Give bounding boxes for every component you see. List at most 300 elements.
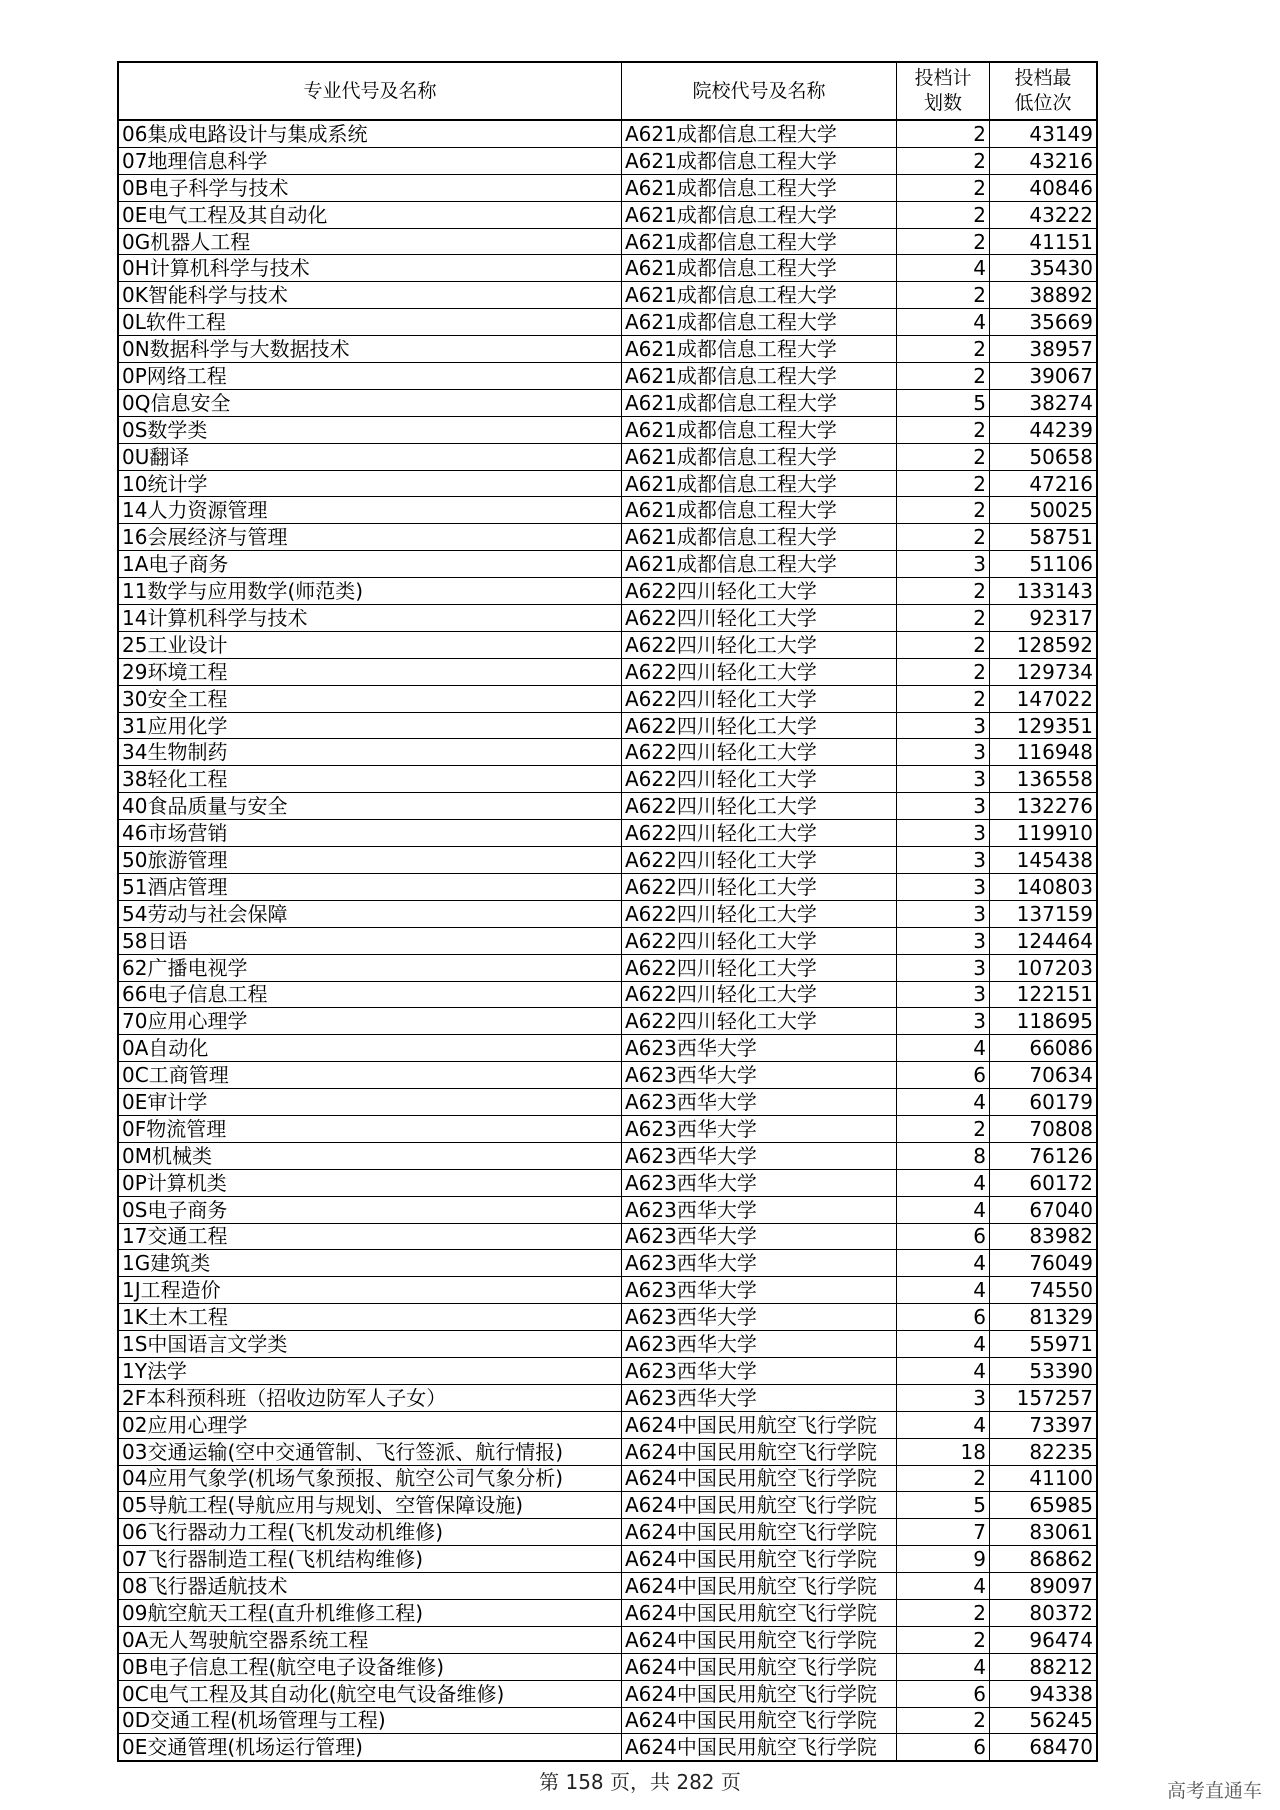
table-row [118,954,1097,981]
cell-school: A622四川轻化工大学 [622,658,897,685]
table-row [118,873,1097,900]
cell-plan: 6 [897,1304,990,1331]
cell-major: 0C工商管理 [118,1062,622,1089]
cell-rank: 50025 [990,497,1098,524]
cell-major: 0B电子信息工程(航空电子设备维修) [118,1653,622,1680]
table-row [118,336,1097,363]
cell-plan: 2 [897,1707,990,1734]
cell-plan: 3 [897,1008,990,1035]
cell-plan: 4 [897,1277,990,1304]
table-row [118,255,1097,282]
cell-major: 0A自动化 [118,1035,622,1062]
table-row [118,497,1097,524]
table-row [118,1465,1097,1492]
cell-major: 46市场营销 [118,820,622,847]
table-row [118,1411,1097,1438]
cell-plan: 4 [897,255,990,282]
cell-major: 03交通运输(空中交通管制、飞行签派、航行情报) [118,1438,622,1465]
cell-rank: 133143 [990,578,1098,605]
table-row [118,685,1097,712]
cell-rank: 132276 [990,793,1098,820]
cell-rank: 136558 [990,766,1098,793]
cell-rank: 38892 [990,282,1098,309]
cell-rank: 53390 [990,1357,1098,1384]
cell-major: 1Y法学 [118,1357,622,1384]
cell-plan: 2 [897,1599,990,1626]
cell-rank: 56245 [990,1707,1098,1734]
cell-major: 0D交通工程(机场管理与工程) [118,1707,622,1734]
cell-rank: 83982 [990,1223,1098,1250]
table-row [118,1680,1097,1707]
cell-major: 1G建筑类 [118,1250,622,1277]
cell-plan: 6 [897,1734,990,1761]
table-row [118,1357,1097,1384]
cell-rank: 129734 [990,658,1098,685]
cell-rank: 124464 [990,927,1098,954]
cell-plan: 9 [897,1546,990,1573]
table-row [118,631,1097,658]
cell-plan: 2 [897,147,990,174]
cell-school: A622四川轻化工大学 [622,605,897,632]
cell-school: A622四川轻化工大学 [622,927,897,954]
cell-major: 0H计算机科学与技术 [118,255,622,282]
cell-major: 0N数据科学与大数据技术 [118,336,622,363]
cell-plan: 4 [897,1196,990,1223]
table-body [118,120,1097,1761]
cell-plan: 4 [897,309,990,336]
cell-school: A622四川轻化工大学 [622,820,897,847]
table-row [118,766,1097,793]
cell-major: 11数学与应用数学(师范类) [118,578,622,605]
cell-plan: 2 [897,605,990,632]
cell-school: A623西华大学 [622,1304,897,1331]
page-footer: 第 158 页，共 282 页 [539,1770,741,1794]
cell-major: 14计算机科学与技术 [118,605,622,632]
cell-plan: 3 [897,1384,990,1411]
table-row [118,1115,1097,1142]
cell-plan: 4 [897,1035,990,1062]
cell-rank: 35430 [990,255,1098,282]
table-row [118,1492,1097,1519]
cell-school: A621成都信息工程大学 [622,497,897,524]
cell-school: A622四川轻化工大学 [622,1008,897,1035]
cell-major: 0Q信息安全 [118,389,622,416]
table-row [118,1707,1097,1734]
cell-plan: 2 [897,631,990,658]
cell-school: A623西华大学 [622,1115,897,1142]
cell-major: 10统计学 [118,470,622,497]
cell-plan: 2 [897,470,990,497]
cell-rank: 41100 [990,1465,1098,1492]
table-header [118,62,1097,120]
cell-rank: 67040 [990,1196,1098,1223]
cell-major: 06集成电路设计与集成系统 [118,120,622,147]
cell-major: 07地理信息科学 [118,147,622,174]
table-row [118,1169,1097,1196]
cell-school: A621成都信息工程大学 [622,201,897,228]
cell-major: 0E交通管理(机场运行管理) [118,1734,622,1761]
table-row [118,1384,1097,1411]
cell-plan: 2 [897,443,990,470]
cell-plan: 2 [897,1115,990,1142]
table-row [118,820,1097,847]
cell-plan: 18 [897,1438,990,1465]
table-row [118,1734,1097,1761]
cell-school: A623西华大学 [622,1331,897,1358]
cell-major: 0E电气工程及其自动化 [118,201,622,228]
cell-rank: 50658 [990,443,1098,470]
cell-school: A622四川轻化工大学 [622,981,897,1008]
cell-plan: 4 [897,1250,990,1277]
cell-major: 31应用化学 [118,712,622,739]
cell-school: A624中国民用航空飞行学院 [622,1546,897,1573]
cell-school: A623西华大学 [622,1384,897,1411]
table-row [118,147,1097,174]
cell-school: A623西华大学 [622,1250,897,1277]
cell-rank: 66086 [990,1035,1098,1062]
cell-rank: 107203 [990,954,1098,981]
cell-rank: 81329 [990,1304,1098,1331]
cell-plan: 3 [897,820,990,847]
cell-school: A622四川轻化工大学 [622,793,897,820]
cell-major: 0E审计学 [118,1089,622,1116]
table-row [118,309,1097,336]
table-row [118,363,1097,390]
cell-plan: 2 [897,1465,990,1492]
cell-major: 16会展经济与管理 [118,524,622,551]
table-row [118,1573,1097,1600]
cell-plan: 8 [897,1142,990,1169]
cell-plan: 6 [897,1223,990,1250]
cell-school: A624中国民用航空飞行学院 [622,1599,897,1626]
cell-rank: 83061 [990,1519,1098,1546]
table-row [118,1142,1097,1169]
table-row [118,282,1097,309]
cell-plan: 4 [897,1653,990,1680]
cell-plan: 4 [897,1573,990,1600]
cell-school: A623西华大学 [622,1357,897,1384]
cell-major: 14人力资源管理 [118,497,622,524]
cell-plan: 6 [897,1062,990,1089]
table-row [118,228,1097,255]
cell-rank: 145438 [990,847,1098,874]
cell-rank: 38274 [990,389,1098,416]
cell-rank: 128592 [990,631,1098,658]
cell-major: 0K智能科学与技术 [118,282,622,309]
cell-school: A623西华大学 [622,1089,897,1116]
cell-rank: 129351 [990,712,1098,739]
cell-plan: 7 [897,1519,990,1546]
table-row [118,1438,1097,1465]
cell-plan: 2 [897,228,990,255]
cell-rank: 70634 [990,1062,1098,1089]
cell-school: A623西华大学 [622,1277,897,1304]
cell-school: A622四川轻化工大学 [622,685,897,712]
cell-major: 0P计算机类 [118,1169,622,1196]
cell-school: A621成都信息工程大学 [622,551,897,578]
cell-plan: 5 [897,389,990,416]
cell-major: 0P网络工程 [118,363,622,390]
cell-school: A624中国民用航空飞行学院 [622,1707,897,1734]
cell-school: A621成都信息工程大学 [622,389,897,416]
cell-rank: 118695 [990,1008,1098,1035]
cell-school: A623西华大学 [622,1142,897,1169]
cell-major: 38轻化工程 [118,766,622,793]
table-row [118,174,1097,201]
cell-rank: 60172 [990,1169,1098,1196]
cell-major: 1J工程造价 [118,1277,622,1304]
cell-plan: 3 [897,847,990,874]
cell-plan: 4 [897,1411,990,1438]
cell-rank: 92317 [990,605,1098,632]
cell-major: 1K土木工程 [118,1304,622,1331]
cell-school: A623西华大学 [622,1196,897,1223]
cell-plan: 3 [897,712,990,739]
cell-school: A622四川轻化工大学 [622,739,897,766]
table-row [118,1599,1097,1626]
cell-major: 06飞行器动力工程(飞机发动机维修) [118,1519,622,1546]
cell-major: 1S中国语言文学类 [118,1331,622,1358]
cell-plan: 5 [897,1492,990,1519]
cell-school: A624中国民用航空飞行学院 [622,1492,897,1519]
table-row [118,1304,1097,1331]
cell-plan: 4 [897,1089,990,1116]
cell-rank: 47216 [990,470,1098,497]
cell-rank: 147022 [990,685,1098,712]
table-row [118,1277,1097,1304]
cell-rank: 73397 [990,1411,1098,1438]
cell-school: A624中国民用航空飞行学院 [622,1519,897,1546]
cell-school: A621成都信息工程大学 [622,336,897,363]
cell-major: 05导航工程(导航应用与规划、空管保障设施) [118,1492,622,1519]
cell-plan: 2 [897,363,990,390]
cell-major: 54劳动与社会保障 [118,900,622,927]
table-row [118,1331,1097,1358]
cell-school: A622四川轻化工大学 [622,954,897,981]
cell-school: A624中国民用航空飞行学院 [622,1734,897,1761]
cell-plan: 2 [897,201,990,228]
cell-school: A621成都信息工程大学 [622,309,897,336]
cell-major: 0U翻译 [118,443,622,470]
cell-plan: 2 [897,578,990,605]
cell-major: 08飞行器适航技术 [118,1573,622,1600]
cell-rank: 116948 [990,739,1098,766]
cell-major: 0S数学类 [118,416,622,443]
cell-rank: 119910 [990,820,1098,847]
cell-major: 17交通工程 [118,1223,622,1250]
cell-school: A621成都信息工程大学 [622,470,897,497]
cell-rank: 58751 [990,524,1098,551]
cell-plan: 2 [897,282,990,309]
table-row [118,1196,1097,1223]
table-row [118,1089,1097,1116]
table-row [118,927,1097,954]
cell-school: A624中国民用航空飞行学院 [622,1653,897,1680]
cell-school: A624中国民用航空飞行学院 [622,1465,897,1492]
table-row [118,1062,1097,1089]
cell-major: 29环境工程 [118,658,622,685]
cell-school: A622四川轻化工大学 [622,847,897,874]
cell-rank: 94338 [990,1680,1098,1707]
header-school: 院校代号及名称 [622,62,897,120]
cell-school: A624中国民用航空飞行学院 [622,1573,897,1600]
cell-rank: 68470 [990,1734,1098,1761]
table-row [118,389,1097,416]
header-major: 专业代号及名称 [118,62,622,120]
cell-rank: 41151 [990,228,1098,255]
cell-plan: 2 [897,658,990,685]
cell-plan: 3 [897,739,990,766]
cell-rank: 43149 [990,120,1098,147]
cell-major: 58日语 [118,927,622,954]
cell-school: A621成都信息工程大学 [622,174,897,201]
table-row [118,793,1097,820]
admission-table [117,61,1098,1762]
table-row [118,551,1097,578]
cell-plan: 2 [897,174,990,201]
cell-school: A623西华大学 [622,1169,897,1196]
table-row [118,739,1097,766]
cell-major: 0S电子商务 [118,1196,622,1223]
cell-plan: 2 [897,120,990,147]
cell-school: A622四川轻化工大学 [622,766,897,793]
cell-rank: 65985 [990,1492,1098,1519]
table-row [118,1626,1097,1653]
cell-major: 34生物制药 [118,739,622,766]
cell-rank: 70808 [990,1115,1098,1142]
table-row [118,416,1097,443]
cell-plan: 3 [897,793,990,820]
cell-major: 04应用气象学(机场气象预报、航空公司气象分析) [118,1465,622,1492]
cell-school: A621成都信息工程大学 [622,363,897,390]
cell-major: 0A无人驾驶航空器系统工程 [118,1626,622,1653]
cell-major: 70应用心理学 [118,1008,622,1035]
cell-rank: 88212 [990,1653,1098,1680]
cell-school: A621成都信息工程大学 [622,524,897,551]
cell-major: 66电子信息工程 [118,981,622,1008]
cell-rank: 43216 [990,147,1098,174]
table-row [118,470,1097,497]
table-row [118,1519,1097,1546]
cell-plan: 4 [897,1357,990,1384]
cell-rank: 44239 [990,416,1098,443]
table-row [118,1653,1097,1680]
cell-rank: 43222 [990,201,1098,228]
cell-major: 02应用心理学 [118,1411,622,1438]
cell-school: A624中国民用航空飞行学院 [622,1438,897,1465]
cell-major: 0G机器人工程 [118,228,622,255]
cell-major: 07飞行器制造工程(飞机结构维修) [118,1546,622,1573]
cell-rank: 76126 [990,1142,1098,1169]
cell-school: A622四川轻化工大学 [622,712,897,739]
cell-rank: 40846 [990,174,1098,201]
cell-rank: 38957 [990,336,1098,363]
cell-plan: 4 [897,1169,990,1196]
cell-plan: 4 [897,1331,990,1358]
table-row [118,1546,1097,1573]
cell-school: A622四川轻化工大学 [622,900,897,927]
cell-major: 2F本科预科班（招收边防军人子女） [118,1384,622,1411]
cell-plan: 2 [897,1626,990,1653]
cell-major: 0C电气工程及其自动化(航空电气设备维修) [118,1680,622,1707]
header-row [118,62,1097,120]
cell-school: A621成都信息工程大学 [622,416,897,443]
cell-school: A621成都信息工程大学 [622,282,897,309]
table-row [118,847,1097,874]
table-row [118,900,1097,927]
cell-major: 50旅游管理 [118,847,622,874]
cell-rank: 96474 [990,1626,1098,1653]
cell-major: 25工业设计 [118,631,622,658]
cell-plan: 2 [897,497,990,524]
watermark: 高考直通车 [1166,1780,1262,1802]
cell-rank: 137159 [990,900,1098,927]
cell-major: 30安全工程 [118,685,622,712]
cell-plan: 3 [897,954,990,981]
table-row [118,443,1097,470]
cell-rank: 80372 [990,1599,1098,1626]
table-row [118,1035,1097,1062]
table-row [118,1250,1097,1277]
cell-school: A622四川轻化工大学 [622,873,897,900]
table-row [118,524,1097,551]
table-row [118,605,1097,632]
cell-rank: 122151 [990,981,1098,1008]
cell-plan: 6 [897,1680,990,1707]
cell-school: A622四川轻化工大学 [622,578,897,605]
cell-school: A621成都信息工程大学 [622,147,897,174]
cell-plan: 2 [897,685,990,712]
cell-plan: 3 [897,900,990,927]
cell-school: A624中国民用航空飞行学院 [622,1411,897,1438]
cell-major: 40食品质量与安全 [118,793,622,820]
cell-plan: 3 [897,981,990,1008]
cell-major: 1A电子商务 [118,551,622,578]
cell-school: A624中国民用航空飞行学院 [622,1680,897,1707]
cell-school: A624中国民用航空飞行学院 [622,1626,897,1653]
cell-rank: 76049 [990,1250,1098,1277]
cell-major: 62广播电视学 [118,954,622,981]
table-row [118,712,1097,739]
cell-major: 0M机械类 [118,1142,622,1169]
table-row [118,578,1097,605]
cell-rank: 140803 [990,873,1098,900]
cell-school: A621成都信息工程大学 [622,228,897,255]
cell-plan: 3 [897,551,990,578]
cell-rank: 89097 [990,1573,1098,1600]
cell-major: 0F物流管理 [118,1115,622,1142]
cell-rank: 60179 [990,1089,1098,1116]
cell-school: A623西华大学 [622,1062,897,1089]
table-row [118,1008,1097,1035]
cell-plan: 3 [897,766,990,793]
cell-plan: 3 [897,873,990,900]
cell-school: A621成都信息工程大学 [622,443,897,470]
cell-rank: 51106 [990,551,1098,578]
cell-rank: 157257 [990,1384,1098,1411]
header-rank: 投档最 低位次 [990,62,1098,120]
table-row [118,1223,1097,1250]
cell-plan: 2 [897,524,990,551]
cell-rank: 74550 [990,1277,1098,1304]
cell-major: 51酒店管理 [118,873,622,900]
table-row [118,120,1097,147]
cell-plan: 3 [897,927,990,954]
cell-rank: 82235 [990,1438,1098,1465]
cell-rank: 35669 [990,309,1098,336]
cell-major: 09航空航天工程(直升机维修工程) [118,1599,622,1626]
cell-rank: 55971 [990,1331,1098,1358]
